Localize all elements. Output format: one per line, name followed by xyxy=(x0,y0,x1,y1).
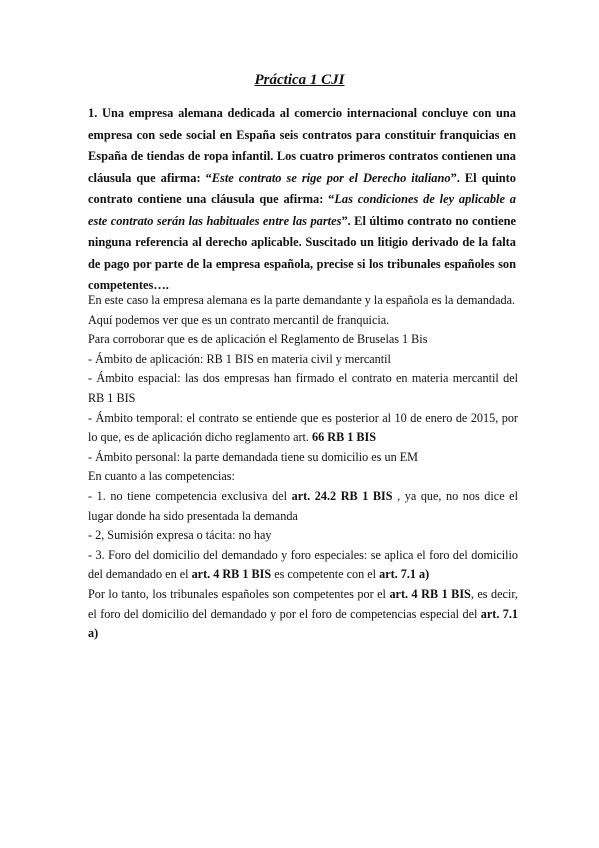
answer-paragraph xyxy=(88,585,518,644)
answer-paragraph: - 2, Sumisión expresa o tácita: no hay xyxy=(88,528,272,543)
article-reference: art. 7.1 a) xyxy=(88,606,519,641)
answer-paragraph: Para corroborar que es de aplicación el Reglamento de Bruselas 1 Bis xyxy=(88,332,428,347)
answer-paragraph xyxy=(88,487,518,526)
page-title: Práctica 1 CJI xyxy=(254,72,345,88)
answer-text: - 3. Foro del domicilio del demandado y foro especiales: se aplica el foro del domicilio del demandado en el xyxy=(88,547,518,582)
question-quote-1: Este contrato se rige por el Derecho italiano xyxy=(211,170,451,185)
answer-text: Por lo tanto, los tribunales españoles son competentes por el xyxy=(88,586,390,601)
answer-text: - 1. no tiene competencia exclusiva del xyxy=(88,488,292,503)
answer-text: - Ámbito temporal: el contrato se entiende que es posterior al 10 de enero de 2015, por lo que, es de aplicación dicho reglamento art. xyxy=(88,410,518,445)
question-text: 1. Una empresa alemana dedicada al comercio internacional concluye con una empresa con sede social en España seis contratos para constituir franquicias en España de tiendas de ropa infantil. Los cuatro primeros contratos contienen una cláusula que afirma: “ xyxy=(88,106,516,185)
answer-paragraph: - Ámbito personal: la parte demandada tiene su domicilio es un EM xyxy=(88,449,418,464)
question-paragraph xyxy=(88,103,516,297)
question-quote-2: Las condiciones de ley aplicable a este contrato serán las habituales entre las partes xyxy=(88,192,516,228)
answer-paragraph xyxy=(88,409,518,448)
answer-section xyxy=(88,291,518,644)
article-reference: 66 RB 1 BIS xyxy=(312,430,377,445)
answer-text: es competente con el xyxy=(271,567,380,582)
article-reference: art. 24.2 RB 1 BIS xyxy=(291,488,393,503)
answer-text: , es decir, el foro del domicilio del demandado y por el foro de competencias especial del xyxy=(88,586,518,621)
answer-paragraph xyxy=(88,546,518,585)
answer-paragraph: - Ámbito espacial: las dos empresas han firmado el contrato en materia mercantil del RB 1 BIS xyxy=(88,371,518,405)
question-text: ”. El quinto contrato contiene una cláusula que afirma: “ xyxy=(88,170,517,206)
article-reference: art. 4 RB 1 BIS xyxy=(191,567,272,582)
answer-paragraph: Aquí podemos ver que es un contrato mercantil de franquicia. xyxy=(88,312,390,327)
question-text: ”. El último contrato no contiene ninguna referencia al derecho aplicable. Suscitado un litigio derivado de la falta de pago por parte de la empresa española, precise si los tribunales españoles son competentes…. xyxy=(88,213,516,292)
answer-paragraph: En cuanto a las competencias: xyxy=(88,469,235,484)
answer-paragraph: - Ámbito de aplicación: RB 1 BIS en materia civil y mercantil xyxy=(88,351,391,366)
answer-text: , ya que, no nos dice el lugar donde ha sido presentada la demanda xyxy=(88,488,518,523)
article-reference: art. 7.1 a) xyxy=(379,567,430,582)
answer-paragraph: En este caso la empresa alemana es la parte demandante y la española es la demandada. xyxy=(88,293,516,307)
article-reference: art. 4 RB 1 BIS xyxy=(389,586,471,601)
